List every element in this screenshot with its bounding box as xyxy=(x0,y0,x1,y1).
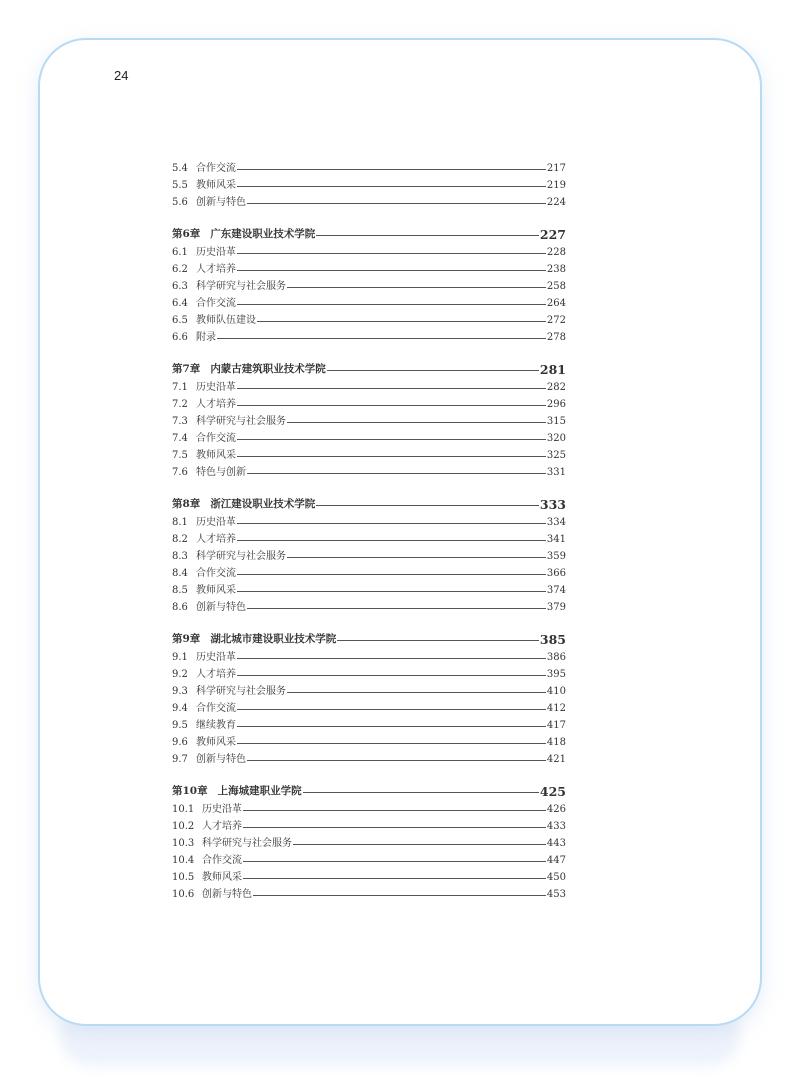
section-title: 教师风采 xyxy=(202,872,242,883)
toc-entry[interactable] xyxy=(172,649,566,666)
leader-line xyxy=(237,388,546,389)
leader-line xyxy=(237,253,546,254)
toc-entry[interactable] xyxy=(172,160,566,177)
section-number: 8.4 xyxy=(172,568,188,579)
leader-line xyxy=(247,608,546,609)
toc-entry[interactable] xyxy=(172,548,566,565)
section-page: 217 xyxy=(546,163,566,174)
section-title: 历史沿革 xyxy=(196,247,236,258)
leader-line xyxy=(293,844,546,845)
leader-line xyxy=(337,640,539,641)
section-page: 426 xyxy=(546,804,566,815)
toc-entry[interactable] xyxy=(172,177,566,194)
leader-line xyxy=(237,304,546,305)
page-number: 24 xyxy=(114,68,129,83)
section-title: 合作交流 xyxy=(196,568,236,579)
section-page: 433 xyxy=(546,821,566,832)
chapter-page: 227 xyxy=(539,227,566,242)
toc-entry[interactable] xyxy=(172,194,566,211)
leader-line xyxy=(237,591,546,592)
leader-line xyxy=(217,338,546,339)
section-page: 386 xyxy=(546,652,566,663)
section-page: 410 xyxy=(546,686,566,697)
toc-entry[interactable] xyxy=(172,886,566,903)
section-number: 8.5 xyxy=(172,585,188,596)
chapter-page: 385 xyxy=(539,632,566,647)
section-number: 7.1 xyxy=(172,382,188,393)
section-number: 9.7 xyxy=(172,754,188,765)
section-title: 教师队伍建设 xyxy=(196,315,256,326)
section-title: 人才培养 xyxy=(196,534,236,545)
toc-entry[interactable] xyxy=(172,835,566,852)
chapter-7 xyxy=(172,360,566,481)
toc-entry[interactable] xyxy=(172,734,566,751)
toc-entry[interactable] xyxy=(172,329,566,346)
section-title: 继续教育 xyxy=(196,720,236,731)
chapter-6 xyxy=(172,225,566,346)
leader-line xyxy=(303,792,539,793)
section-page: 447 xyxy=(546,855,566,866)
leader-line xyxy=(243,878,546,879)
chapter-8 xyxy=(172,495,566,616)
section-title: 合作交流 xyxy=(196,163,236,174)
section-page: 334 xyxy=(546,517,566,528)
section-title: 科学研究与社会服务 xyxy=(196,281,286,292)
section-number: 6.2 xyxy=(172,264,188,275)
chapter-heading[interactable] xyxy=(172,782,566,801)
section-page: 359 xyxy=(546,551,566,562)
leader-line xyxy=(327,370,539,371)
leader-line xyxy=(316,235,539,236)
section-title: 合作交流 xyxy=(196,703,236,714)
section-title: 创新与特色 xyxy=(202,889,252,900)
chapter-heading[interactable] xyxy=(172,630,566,649)
toc-entry[interactable] xyxy=(172,683,566,700)
section-page: 258 xyxy=(546,281,566,292)
section-number: 8.2 xyxy=(172,534,188,545)
leader-line xyxy=(253,895,546,896)
section-page: 315 xyxy=(546,416,566,427)
section-page: 341 xyxy=(546,534,566,545)
leader-line xyxy=(243,810,546,811)
section-page: 219 xyxy=(546,180,566,191)
leader-line xyxy=(237,574,546,575)
section-page: 331 xyxy=(546,467,566,478)
section-title: 科学研究与社会服务 xyxy=(196,686,286,697)
section-page: 278 xyxy=(546,332,566,343)
section-page: 374 xyxy=(546,585,566,596)
leader-line xyxy=(237,540,546,541)
leader-line xyxy=(237,169,546,170)
section-number: 10.5 xyxy=(172,872,195,883)
leader-line xyxy=(237,726,546,727)
section-number: 5.4 xyxy=(172,163,188,174)
section-title: 历史沿革 xyxy=(202,804,242,815)
section-page: 379 xyxy=(546,602,566,613)
section-page: 325 xyxy=(546,450,566,461)
leader-line xyxy=(287,692,546,693)
section-title: 特色与创新 xyxy=(196,467,246,478)
section-page: 238 xyxy=(546,264,566,275)
section-title: 人才培养 xyxy=(196,669,236,680)
section-number: 9.5 xyxy=(172,720,188,731)
section-title: 合作交流 xyxy=(196,433,236,444)
chapter-9 xyxy=(172,630,566,768)
toc-entry[interactable] xyxy=(172,582,566,599)
section-number: 9.4 xyxy=(172,703,188,714)
leader-line xyxy=(243,861,546,862)
leader-line xyxy=(287,422,546,423)
leader-line xyxy=(237,743,546,744)
leader-line xyxy=(237,405,546,406)
section-title: 教师风采 xyxy=(196,180,236,191)
section-page: 228 xyxy=(546,247,566,258)
leader-line xyxy=(237,658,546,659)
chapter-title: 广东建设职业技术学院 xyxy=(210,228,316,240)
chapter-10 xyxy=(172,782,566,903)
section-number: 8.1 xyxy=(172,517,188,528)
section-number: 7.4 xyxy=(172,433,188,444)
leader-line xyxy=(237,709,546,710)
toc-entry[interactable] xyxy=(172,379,566,396)
section-number: 9.6 xyxy=(172,737,188,748)
section-title: 科学研究与社会服务 xyxy=(202,838,292,849)
chapter-heading[interactable] xyxy=(172,495,566,514)
chapter-label: 第10章 xyxy=(172,785,208,797)
section-title: 创新与特色 xyxy=(196,197,246,208)
toc-entry[interactable] xyxy=(172,818,566,835)
section-title: 合作交流 xyxy=(196,298,236,309)
chapter-label: 第7章 xyxy=(172,363,201,375)
chapter-label: 第9章 xyxy=(172,633,201,645)
section-title: 人才培养 xyxy=(202,821,242,832)
chapter-title: 上海城建职业学院 xyxy=(217,785,302,797)
leader-line xyxy=(247,473,546,474)
section-page: 453 xyxy=(546,889,566,900)
section-number: 6.1 xyxy=(172,247,188,258)
toc-entry[interactable] xyxy=(172,312,566,329)
section-page: 282 xyxy=(546,382,566,393)
section-title: 创新与特色 xyxy=(196,602,246,613)
leader-line xyxy=(247,760,546,761)
section-page: 417 xyxy=(546,720,566,731)
toc-entry[interactable] xyxy=(172,278,566,295)
section-title: 科学研究与社会服务 xyxy=(196,416,286,427)
leader-line xyxy=(237,523,546,524)
section-page: 421 xyxy=(546,754,566,765)
toc-entry[interactable] xyxy=(172,700,566,717)
section-page: 366 xyxy=(546,568,566,579)
toc-entry[interactable] xyxy=(172,801,566,818)
toc-entry[interactable] xyxy=(172,413,566,430)
section-title: 历史沿革 xyxy=(196,382,236,393)
section-number: 10.4 xyxy=(172,855,195,866)
toc-entry[interactable] xyxy=(172,261,566,278)
section-title: 人才培养 xyxy=(196,264,236,275)
section-page: 320 xyxy=(546,433,566,444)
chapter-title: 内蒙古建筑职业技术学院 xyxy=(210,363,326,375)
section-number: 8.6 xyxy=(172,602,188,613)
toc-entry[interactable] xyxy=(172,514,566,531)
section-number: 9.3 xyxy=(172,686,188,697)
leader-line xyxy=(243,827,546,828)
section-number: 6.3 xyxy=(172,281,188,292)
toc-entry[interactable] xyxy=(172,430,566,447)
toc-entry[interactable] xyxy=(172,447,566,464)
section-title: 合作交流 xyxy=(202,855,242,866)
section-number: 7.5 xyxy=(172,450,188,461)
leader-line xyxy=(287,287,546,288)
leader-line xyxy=(237,186,546,187)
toc-entry[interactable] xyxy=(172,565,566,582)
chapter-page: 281 xyxy=(539,362,566,377)
section-page: 395 xyxy=(546,669,566,680)
chapter-heading[interactable] xyxy=(172,225,566,244)
leader-line xyxy=(247,203,546,204)
section-number: 8.3 xyxy=(172,551,188,562)
table-of-contents xyxy=(172,160,566,917)
chapter-5-continued xyxy=(172,160,566,211)
toc-entry[interactable] xyxy=(172,464,566,481)
section-number: 9.1 xyxy=(172,652,188,663)
toc-entry[interactable] xyxy=(172,751,566,768)
chapter-title: 湖北城市建设职业技术学院 xyxy=(210,633,337,645)
chapter-page: 425 xyxy=(539,784,566,799)
section-page: 418 xyxy=(546,737,566,748)
section-page: 443 xyxy=(546,838,566,849)
section-number: 10.2 xyxy=(172,821,195,832)
section-title: 教师风采 xyxy=(196,585,236,596)
toc-entry[interactable] xyxy=(172,852,566,869)
leader-line xyxy=(237,439,546,440)
chapter-label: 第6章 xyxy=(172,228,201,240)
chapter-page: 333 xyxy=(539,497,566,512)
section-page: 264 xyxy=(546,298,566,309)
leader-line xyxy=(237,456,546,457)
section-number: 5.5 xyxy=(172,180,188,191)
section-title: 历史沿革 xyxy=(196,652,236,663)
section-title: 人才培养 xyxy=(196,399,236,410)
toc-entry[interactable] xyxy=(172,869,566,886)
leader-line xyxy=(237,270,546,271)
chapter-label: 第8章 xyxy=(172,498,201,510)
toc-entry[interactable] xyxy=(172,531,566,548)
leader-line xyxy=(316,505,539,506)
section-number: 7.3 xyxy=(172,416,188,427)
section-page: 272 xyxy=(546,315,566,326)
toc-entry[interactable] xyxy=(172,244,566,261)
toc-entry[interactable] xyxy=(172,396,566,413)
leader-line xyxy=(237,675,546,676)
section-number: 10.3 xyxy=(172,838,195,849)
section-title: 教师风采 xyxy=(196,450,236,461)
section-number: 7.2 xyxy=(172,399,188,410)
section-number: 6.5 xyxy=(172,315,188,326)
section-page: 224 xyxy=(546,197,566,208)
chapter-title: 浙江建设职业技术学院 xyxy=(210,498,316,510)
chapter-heading[interactable] xyxy=(172,360,566,379)
section-page: 296 xyxy=(546,399,566,410)
section-page: 412 xyxy=(546,703,566,714)
section-number: 5.6 xyxy=(172,197,188,208)
section-title: 历史沿革 xyxy=(196,517,236,528)
leader-line xyxy=(257,321,546,322)
section-number: 6.4 xyxy=(172,298,188,309)
toc-entry[interactable] xyxy=(172,666,566,683)
section-title: 教师风采 xyxy=(196,737,236,748)
section-title: 创新与特色 xyxy=(196,754,246,765)
toc-entry[interactable] xyxy=(172,717,566,734)
section-number: 10.1 xyxy=(172,804,195,815)
section-page: 450 xyxy=(546,872,566,883)
section-number: 6.6 xyxy=(172,332,188,343)
section-number: 10.6 xyxy=(172,889,195,900)
leader-line xyxy=(287,557,546,558)
section-title: 附录 xyxy=(196,332,216,343)
section-title: 科学研究与社会服务 xyxy=(196,551,286,562)
toc-entry[interactable] xyxy=(172,599,566,616)
section-number: 7.6 xyxy=(172,467,188,478)
section-number: 9.2 xyxy=(172,669,188,680)
toc-entry[interactable] xyxy=(172,295,566,312)
